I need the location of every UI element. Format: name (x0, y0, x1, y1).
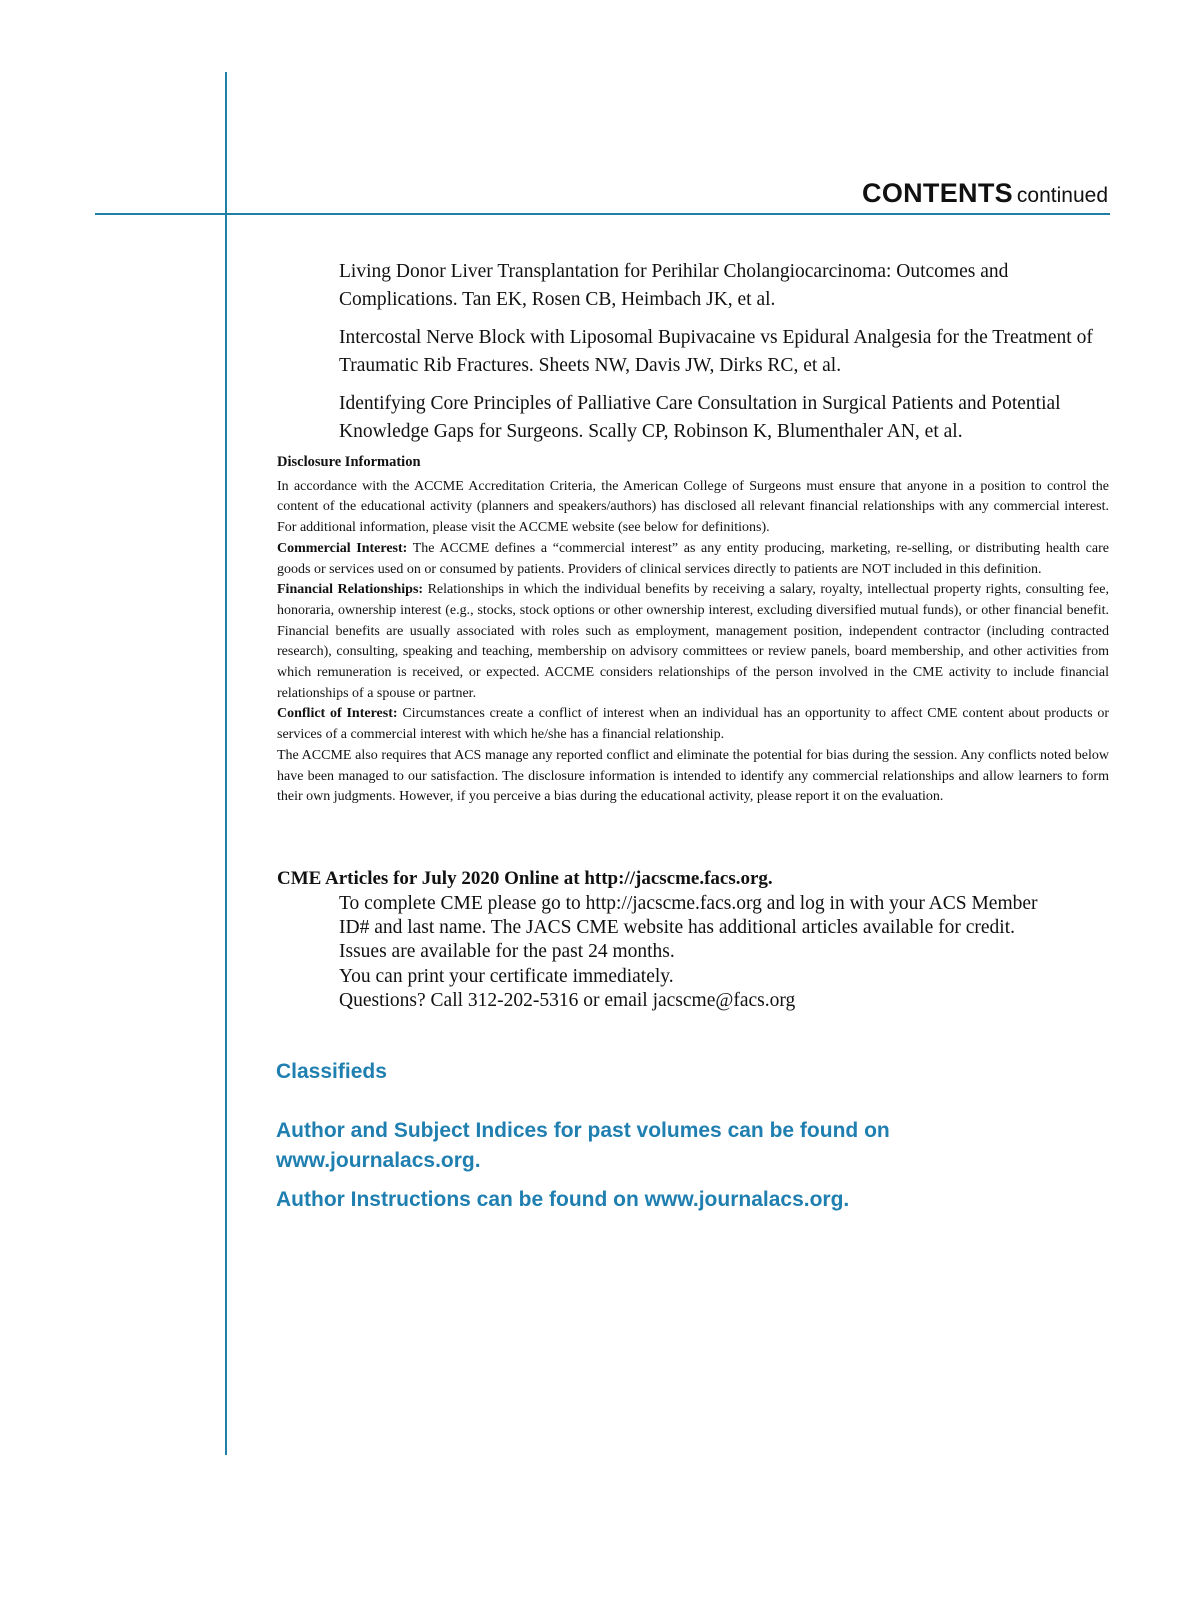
acs-requirements-paragraph: The ACCME also requires that ACS manage any reported conflict and eliminate the potential for bias during the session. Any conflicts noted below have been managed to our satisfaction. The disclosure information is intended to identify any commercial relationships and allow learners to form their own judgments. However, if you perceive a bias during the educational activity, please report it on the evaluation. (277, 747, 1109, 805)
commercial-interest-text: The ACCME defines a “commercial interest” as any entity producing, marketing, re-selling, or distributing health care goods or services used on or consumed by patients. Providers of clinical services directly to patients are NOT included in this definition. (277, 540, 1109, 577)
conflict-of-interest-paragraph (277, 704, 1109, 745)
cme-line: Questions? Call 312-202-5316 or email jacscme@facs.org (339, 989, 796, 1011)
horizontal-rule (95, 213, 1110, 215)
cme-title: CME Articles for July 2020 Online at http://jacscme.facs.org. (277, 868, 773, 889)
disclosure-heading: Disclosure Information (277, 454, 421, 470)
article-list (339, 258, 1099, 456)
commercial-interest-paragraph (277, 539, 1109, 580)
article-entry[interactable]: Identifying Core Principles of Palliative Care Consultation in Surgical Patients and Potential Knowledge Gaps for Surgeons. Scally CP, Robinson K, Blumenthaler AN, et al. (339, 393, 1061, 442)
author-instructions-link-text[interactable]: Author Instructions can be found on www.journalacs.org. (276, 1188, 850, 1211)
cme-line: ID# and last name. The JACS CME website has additional articles available for credit. (339, 917, 1015, 939)
cme-section (277, 866, 1109, 1013)
cme-line: To complete CME please go to http://jacscme.facs.org and log in with your ACS Member (339, 893, 1038, 914)
cme-instructions (339, 892, 1109, 1013)
financial-relationships-label: Financial Relationships: (277, 582, 424, 598)
financial-relationships-paragraph (277, 580, 1109, 704)
indices-link-text[interactable]: Author and Subject Indices for past volumes can be found on www.journalacs.org. (276, 1119, 890, 1172)
header-subtitle: continued (1016, 184, 1108, 207)
conflict-of-interest-text: Circumstances create a conflict of interest when an individual has an opportunity to affect CME content about products or services of a commercial interest with which he/she has a financial relationship. (277, 706, 1109, 743)
classifieds-heading[interactable]: Classifieds (276, 1060, 387, 1083)
commercial-interest-label: Commercial Interest: (277, 540, 408, 556)
article-entry[interactable]: Intercostal Nerve Block with Liposomal Bupivacaine vs Epidural Analgesia for the Treatment of Traumatic Rib Fractures. Sheets NW, Davis JW, Dirks RC, et al. (339, 327, 1093, 376)
vertical-rule (225, 72, 227, 1455)
financial-relationships-text: Relationships in which the individual benefits by receiving a salary, royalty, intellectual property rights, consulting fee, honoraria, ownership interest (e.g., stocks, stock options or other ownership interest, excluding diversified mutual funds), or other financial benefit. Financial benefits are usually associated with roles such as employment, management position, independent contractor (including contracted research), consulting, speaking and teaching, membership on advisory committees or review panels, board membership, and other activities from which remuneration is received, or expected. ACCME considers relationships of the person involved in the CME activity to include financial relationships of a spouse or partner. (277, 582, 1109, 701)
conflict-of-interest-label: Conflict of Interest: (277, 706, 398, 722)
page-header (862, 178, 1108, 209)
cme-line: Issues are available for the past 24 months. (339, 941, 675, 963)
disclosure-intro: In accordance with the ACCME Accreditation Criteria, the American College of Surgeons must ensure that anyone in a position to control the content of the educational activity (planners and speakers/authors) has disclosed all relevant financial relationships with any commercial interest. For additional information, please visit the ACCME website (see below for definitions). (277, 478, 1109, 536)
article-entry[interactable]: Living Donor Liver Transplantation for Perihilar Cholangiocarcinoma: Outcomes and Complications. Tan EK, Rosen CB, Heimbach JK, et al. (339, 261, 1009, 310)
disclosure-section (277, 452, 1109, 808)
header-title: CONTENTS (862, 178, 1013, 208)
cme-line: You can print your certificate immediately. (339, 965, 674, 987)
